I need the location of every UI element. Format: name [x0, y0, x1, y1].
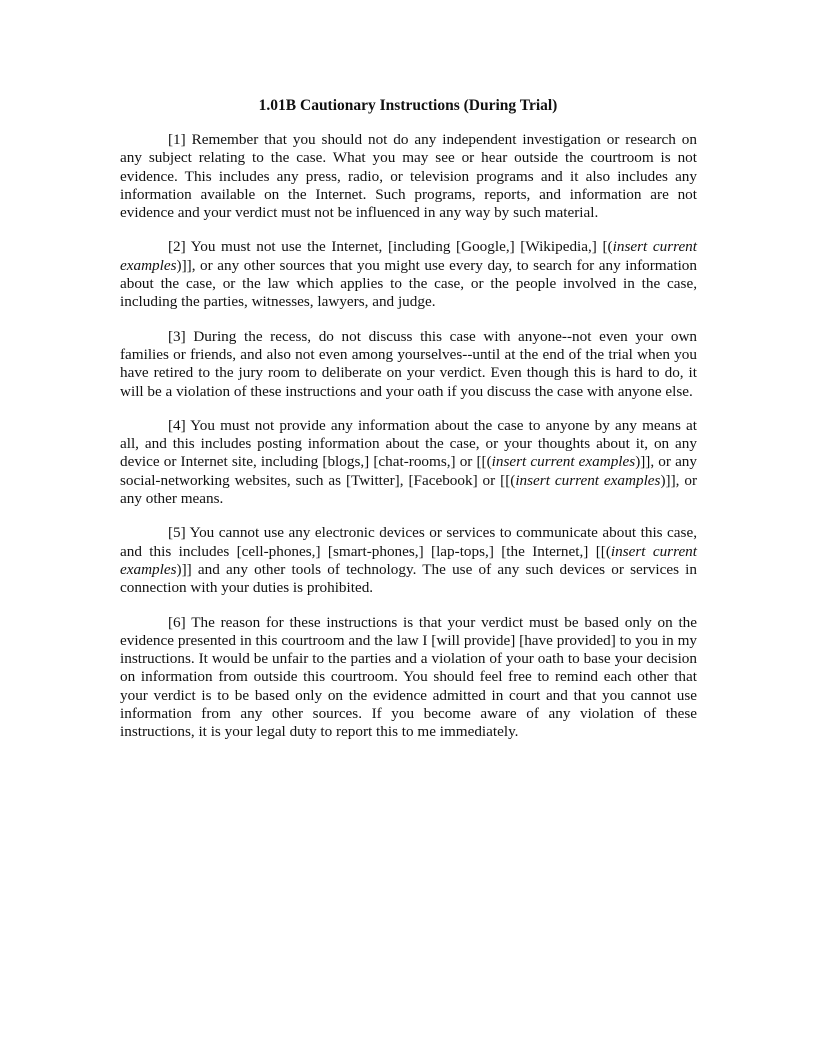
paragraph-text: )]] and any other tools of technology. The use of any such devices or services in connection with your duties is prohibited.	[120, 560, 697, 597]
paragraph-5	[120, 524, 697, 597]
paragraph-6	[120, 614, 697, 742]
paragraph-text: )]], or any other means.	[120, 471, 698, 508]
document-title: 1.01B Cautionary Instructions (During Trial)	[258, 97, 558, 114]
paragraph-text-italic: insert current examples	[491, 453, 636, 471]
paragraph-text-italic: insert current examples	[120, 238, 698, 274]
paragraph-3	[120, 328, 697, 401]
paragraph-text: [5] You cannot use any electronic devices or services to communicate about this case, and this includes [cell-phones,] [smart-phones,] [lap-tops,] [the Internet,] [[(	[120, 524, 697, 560]
document-body	[120, 131, 697, 758]
paragraph-text-italic: insert current examples	[515, 471, 661, 489]
paragraph-text-italic: insert current examples	[120, 542, 697, 578]
paragraph-text: [4] You must not provide any information about the case to anyone by any means at all, and this includes posting information about the case, or your thoughts about it, on any device or Internet site, including [blogs,] [chat-rooms,] or [[(	[120, 416, 697, 471]
paragraph-text: [3] During the recess, do not discuss this case with anyone--not even your own families or friends, and also not even among yourselves--until at the end of the trial when you have retired to the jury room to deliberate on your verdict. Even though this is hard to do, it will be a violation of these instructions and your oath if you discuss the case with anyone else.	[120, 327, 697, 400]
paragraph-2	[120, 238, 697, 311]
paragraph-text: [1] Remember that you should not do any independent investigation or research on any subject relating to the case. What you may see or hear outside the courtroom is not evidence. This includes any press, radio, or television programs and it also includes any information available on the Internet. Such programs, reports, and information are not evidence and your verdict must not be influenced in any way by such material.	[120, 131, 697, 222]
paragraph-4	[120, 417, 697, 508]
paragraph-text: )]], or any other sources that you might use every day, to search for any information about the case, or the law which applies to the case, or the people involved in the case, including the parties, witnesses, lawyers, and judge.	[120, 256, 697, 311]
paragraph-text: [2] You must not use the Internet, [including [Google,] [Wikipedia,] [(	[168, 238, 613, 256]
paragraph-text: )]], or any social-networking websites, such as [Twitter], [Facebook] or [[(	[120, 453, 697, 489]
paragraph-text: [6] The reason for these instructions is that your verdict must be based only on the evidence presented in this courtroom and the law I [will provide] [have provided] to you in my instructions. It would be unfair to the parties and a violation of your oath to base your decision on information from outside this courtroom. You should feel free to remind each other that your verdict is to be based only on the evidence admitted in court and that you cannot use information from any other sources. If you become aware of any violation of these instructions, it is your legal duty to report this to me immediately.	[120, 613, 697, 741]
paragraph-1	[120, 131, 697, 222]
